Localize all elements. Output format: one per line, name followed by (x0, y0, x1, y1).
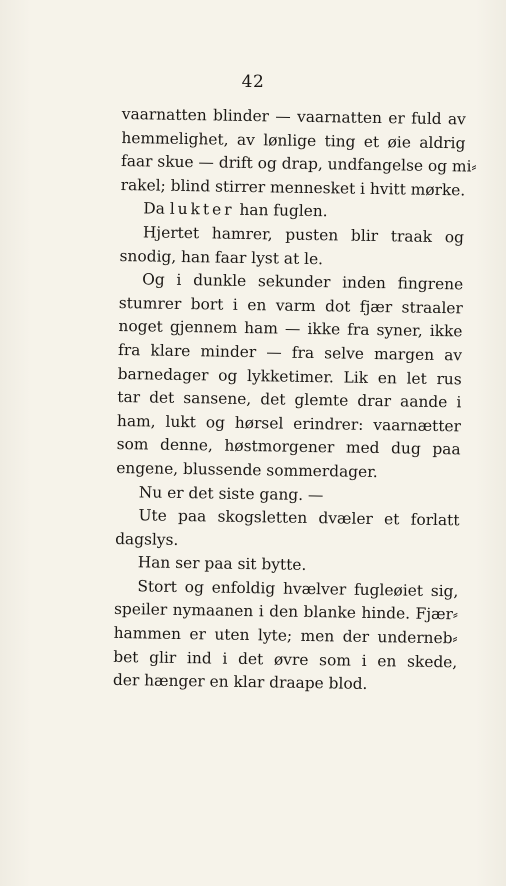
text-line-5-end: han fuglen. (234, 201, 328, 221)
text-line-5-start: Da (143, 199, 170, 219)
text-line-8: Og i dunkle sekunder inden fingrene (142, 270, 464, 294)
text-line-21: Stort og enfoldig hvælver fugleøiet sig, (137, 577, 459, 601)
text-line-19: dagslys. (115, 529, 179, 549)
text-line-17: Nu er det siste gang. — (138, 482, 324, 504)
text-line-6: Hjertet hamrer, pusten blir traak og (142, 223, 465, 247)
text-line-7: snodig, han faar lyst at le. (119, 246, 324, 268)
text-line-14: ham, lukt og hørsel erindrer: vaarnætter (116, 411, 462, 436)
text-line-22: speiler nymaanen i den blanke hinde. Fjær⸗ (113, 600, 459, 624)
text-line-9: stumrer bort i en varm dot fjær straaler (118, 293, 463, 318)
text-line-10: noget gjennem ham — ikke fra syner, ikke (118, 317, 463, 341)
text-line-3: faar skue — drift og drap, undfangelse og mi⸗ (120, 152, 477, 176)
text-line-24: bet glir ind i det øvre som i en skede, (113, 647, 458, 671)
emphasized-word: lukter (169, 200, 235, 220)
text-line-11: fra klare minder — fra selve margen av (117, 340, 463, 365)
text-line-2: hemmelighet, av lønlige ting et øie aldrig (121, 128, 466, 152)
text-line-13: tar det sansene, det glemte drar aande i (117, 388, 462, 412)
text-line-23: hammen er uten lyte; men der underneb⸗ (113, 623, 458, 648)
text-line-12: barnedager og lykketimer. Lik en let rus (117, 364, 462, 388)
text-line-4: rakel; blind stirrer mennesket i hvitt mørke. (120, 175, 466, 200)
text-line-16: engene, blussende sommerdager. (116, 458, 378, 481)
text-line-25: der hænger en klar draape blod. (112, 671, 368, 694)
text-line-1: vaarnatten blinder — vaarnatten er fuld av (121, 104, 466, 129)
text-line-18: Ute paa skogsletten dvæler et forlatt (138, 506, 460, 530)
body-text (112, 103, 477, 698)
text-line-20: Han ser paa sit bytte. (137, 553, 307, 575)
text-line-15: som denne, høstmorgener med dug paa (116, 435, 461, 459)
page-number: 42 (241, 72, 265, 92)
